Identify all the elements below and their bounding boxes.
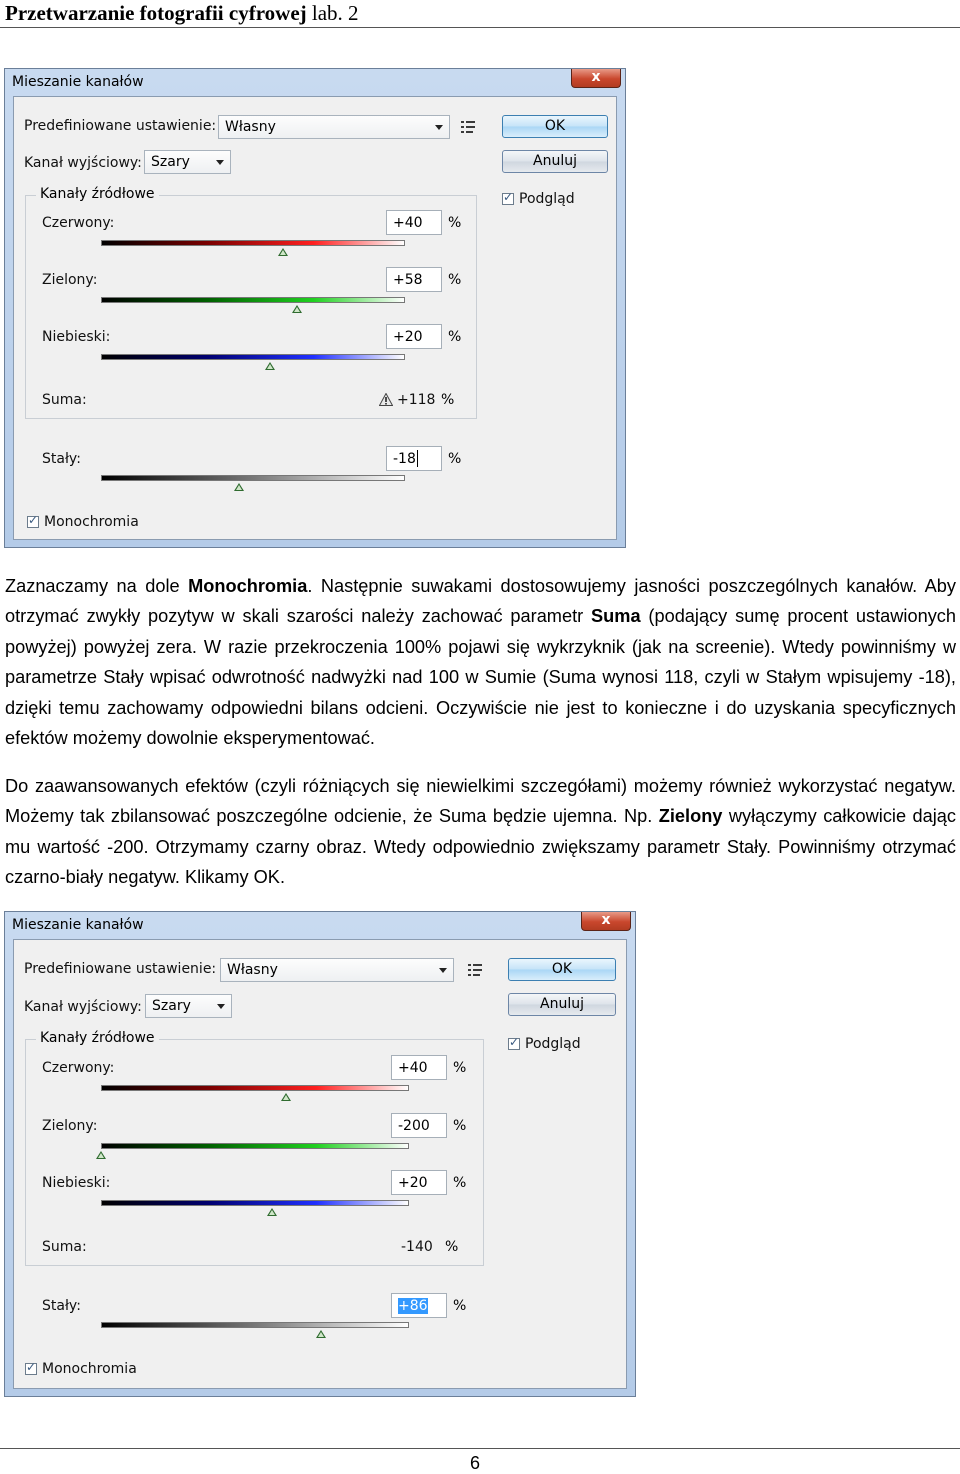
source-channels-label: Kanały źródłowe	[36, 1030, 159, 1046]
preset-menu-icon[interactable]	[461, 120, 477, 134]
blue-slider-track[interactable]	[101, 354, 405, 360]
constant-slider-track[interactable]	[101, 475, 405, 481]
green-input[interactable]: +58	[386, 267, 442, 292]
red-input[interactable]: +40	[386, 210, 442, 235]
green-input[interactable]: -200	[391, 1113, 447, 1138]
preset-value: Własny	[225, 119, 276, 135]
preset-label: Predefiniowane ustawienie:	[24, 961, 217, 977]
paragraph-1: Zaznaczamy na dole Monochromia. Następnie suwakami dostosowujemy jasności poszczególnych kanałów. Aby otrzymać zwykły pozytyw w skali szarości należy zachować parametr Suma (podający sumę procent ustawionych powyżej) powyżej zera. W razie przekroczenia 100% pojawi się wykrzyknik (jak na screenie). Wtedy powinniśmy w parametrze Stały wpisać odwrotność nadwyżki nad 100 w Sumie (Suma wynosi 118, czyli w Stałym wpisujemy -18), dzięki temu zachowamy odpowiedni bilans odcieni. Oczywiście nie jest to konieczne i do uzyskania specyficznych efektów możemy dowolnie eksperymentować.	[5, 576, 957, 749]
sum-value: -140	[401, 1239, 433, 1255]
constant-label: Stały:	[42, 1298, 81, 1314]
preview-label: Podgląd	[519, 191, 575, 207]
channel-mixer-dialog-2	[4, 911, 636, 1397]
paragraph-2: Do zaawansowanych efektów (czyli różniących się niewielkimi szczegółami) możemy również wykorzystać negatyw. Możemy tak zbilansować poszczególne odcienie, że Suma będzie ujemna. Np. Zielony wyłączymy całkowicie dając mu wartość -200. Otrzymamy czarny obraz. Wtedy odpowiednio zwiększamy parametr Stały. Powinniśmy otrzymać czarno-biały negatyw. Klikamy OK.	[5, 776, 956, 888]
preset-label: Predefiniowane ustawienie:	[24, 118, 217, 134]
green-slider-track[interactable]	[101, 1143, 409, 1149]
red-slider-track[interactable]	[101, 1085, 409, 1091]
blue-percent: %	[453, 1175, 467, 1191]
constant-slider-thumb[interactable]	[234, 483, 244, 491]
close-button[interactable]: x	[571, 69, 621, 88]
sum-label: Suma:	[42, 392, 87, 408]
red-label: Czerwony:	[42, 1060, 115, 1076]
constant-percent: %	[448, 451, 462, 467]
preset-value: Własny	[227, 962, 278, 978]
red-label: Czerwony:	[42, 215, 115, 231]
constant-input[interactable]: -18	[386, 446, 442, 471]
output-channel-label: Kanał wyjściowy:	[24, 155, 142, 171]
constant-slider-track[interactable]	[101, 1322, 409, 1328]
preset-select[interactable]	[218, 115, 450, 139]
sum-label: Suma:	[42, 1239, 87, 1255]
dialog-title: Mieszanie kanałów	[12, 74, 144, 90]
cancel-button[interactable]: Anuluj	[508, 993, 616, 1016]
ok-button[interactable]: OK	[508, 958, 616, 981]
output-channel-label: Kanał wyjściowy:	[24, 999, 142, 1015]
footer-divider	[0, 1448, 960, 1449]
warning-icon	[379, 393, 393, 406]
blue-percent: %	[448, 329, 462, 345]
constant-slider-thumb[interactable]	[316, 1330, 326, 1338]
green-percent: %	[448, 272, 462, 288]
red-slider-thumb[interactable]	[278, 248, 288, 256]
green-label: Zielony:	[42, 272, 98, 288]
red-input[interactable]: +40	[391, 1055, 447, 1080]
blue-label: Niebieski:	[42, 329, 111, 345]
page-number: 6	[470, 1453, 481, 1473]
preview-checkbox[interactable]	[502, 193, 514, 205]
red-percent: %	[448, 215, 462, 231]
ok-button[interactable]: OK	[502, 115, 608, 138]
dialog-titlebar	[5, 912, 635, 940]
close-button[interactable]: x	[581, 912, 631, 931]
blue-label: Niebieski:	[42, 1175, 111, 1191]
preset-select[interactable]	[220, 958, 454, 982]
sum-value: +118	[397, 392, 436, 408]
dialog-title: Mieszanie kanałów	[12, 917, 144, 933]
page-title: Przetwarzanie fotografii cyfrowej lab. 2	[5, 1, 359, 25]
constant-label: Stały:	[42, 451, 81, 467]
green-slider-thumb[interactable]	[96, 1151, 106, 1159]
monochrome-label: Monochromia	[44, 514, 139, 530]
blue-slider-thumb[interactable]	[265, 362, 275, 370]
constant-percent: %	[453, 1298, 467, 1314]
source-channels-label: Kanały źródłowe	[36, 186, 159, 202]
cancel-button[interactable]: Anuluj	[502, 150, 608, 173]
green-percent: %	[453, 1118, 467, 1134]
output-channel-value: Szary	[151, 154, 190, 170]
blue-input[interactable]: +20	[391, 1170, 447, 1195]
blue-slider-thumb[interactable]	[267, 1208, 277, 1216]
red-slider-track[interactable]	[101, 240, 405, 246]
output-channel-select[interactable]	[144, 150, 231, 174]
output-channel-value: Szary	[152, 998, 191, 1014]
preset-menu-icon[interactable]	[468, 963, 484, 977]
dialog-titlebar	[5, 69, 625, 97]
blue-slider-track[interactable]	[101, 1200, 409, 1206]
sum-percent: %	[441, 392, 455, 408]
sum-percent: %	[445, 1239, 459, 1255]
page-header	[0, 0, 960, 28]
green-slider-thumb[interactable]	[292, 305, 302, 313]
output-channel-select[interactable]	[145, 994, 232, 1018]
preview-label: Podgląd	[525, 1036, 581, 1052]
constant-input[interactable]: +86	[391, 1293, 447, 1318]
monochrome-checkbox[interactable]	[25, 1363, 37, 1375]
green-label: Zielony:	[42, 1118, 98, 1134]
monochrome-checkbox[interactable]	[27, 516, 39, 528]
green-slider-track[interactable]	[101, 297, 405, 303]
red-percent: %	[453, 1060, 467, 1076]
preview-checkbox[interactable]	[508, 1038, 520, 1050]
monochrome-label: Monochromia	[42, 1361, 137, 1377]
channel-mixer-dialog-1	[4, 68, 626, 548]
red-slider-thumb[interactable]	[281, 1093, 291, 1101]
blue-input[interactable]: +20	[386, 324, 442, 349]
